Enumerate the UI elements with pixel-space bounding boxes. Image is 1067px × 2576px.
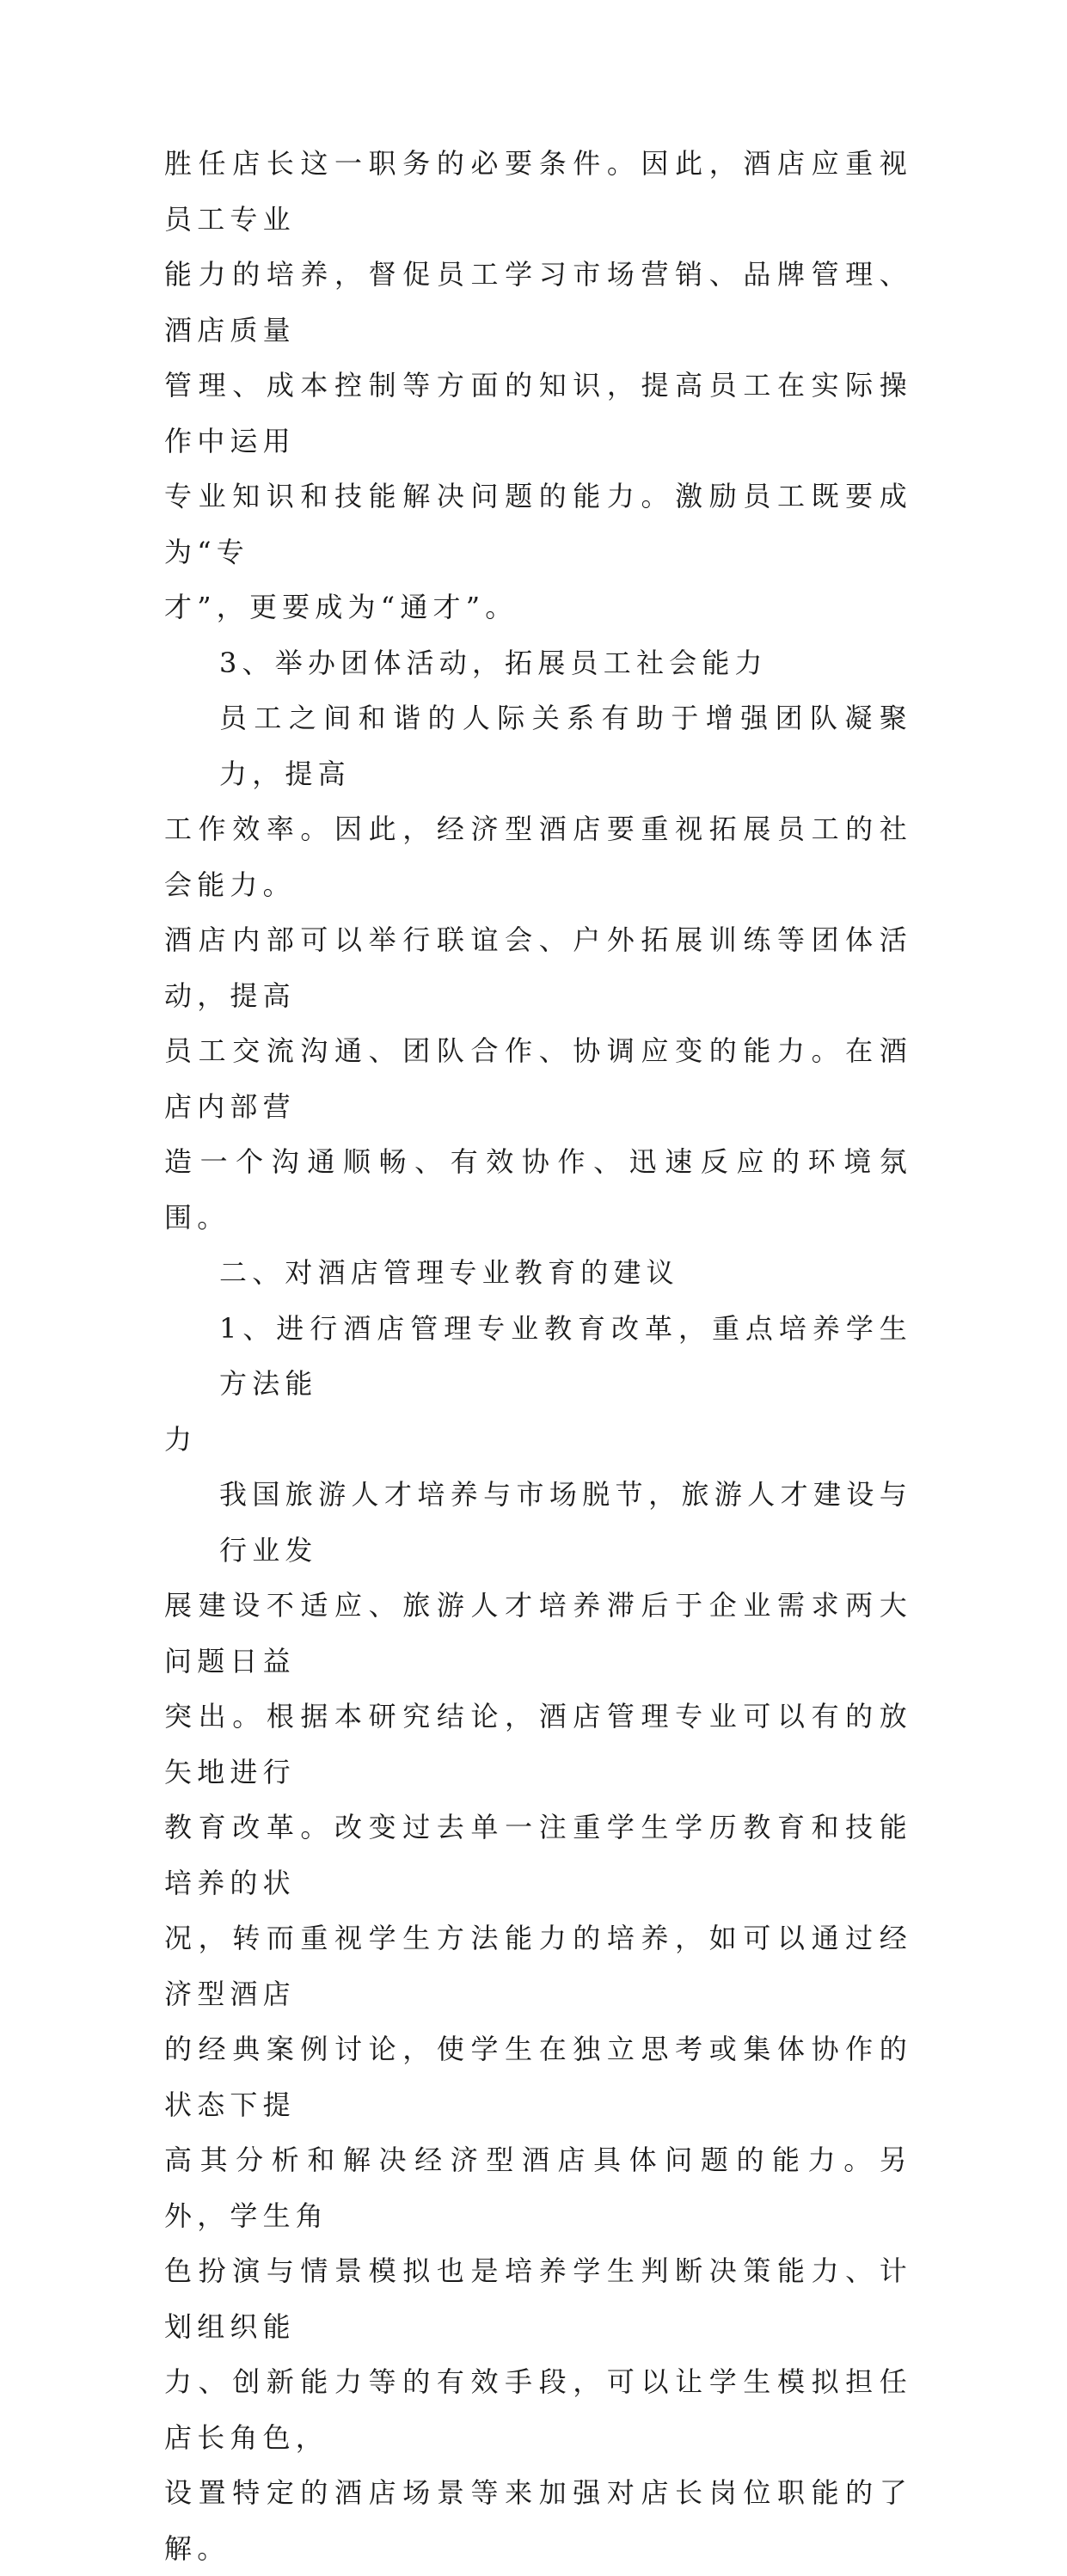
text-line: 设置特定的酒店场景等来加强对店长岗位职能的了解。 — [164, 2476, 912, 2565]
text-line: 专业知识和技能解决问题的能力。激励员工既要成为“专 — [164, 480, 912, 568]
text-line: 1、进行酒店管理专业教育改革，重点培养学生方法能 — [219, 1311, 912, 1400]
text-line: 员工之间和谐的人际关系有助于增强团队凝聚力，提高 — [219, 702, 912, 790]
text-line: 造一个沟通顺畅、有效协作、迅速反应的环境氛围。 — [164, 1145, 912, 1234]
text-line: 工作效率。因此，经济型酒店要重视拓展员工的社会能力。 — [164, 813, 912, 901]
text-line: 展建设不适应、旅游人才培养滞后于企业需求两大问题日益 — [164, 1589, 912, 1677]
text-line: 突出。根据本研究结论，酒店管理专业可以有的放矢地进行 — [164, 1700, 912, 1788]
text-line: 的经典案例讨论，使学生在独立思考或集体协作的状态下提 — [164, 2033, 912, 2121]
text-line: 酒店内部可以举行联谊会、户外拓展训练等团体活动，提高 — [164, 923, 912, 1012]
section-heading-team-activities — [164, 635, 912, 691]
paragraph-store-manager-competence — [164, 136, 912, 635]
subsection-heading-education-reform — [164, 1301, 912, 1468]
text-line: 高其分析和解决经济型酒店具体问题的能力。另外，学生角 — [164, 2144, 912, 2232]
text-line: 教育改革。改变过去单一注重学生学历教育和技能培养的状 — [164, 1811, 912, 1899]
text-line: 况，转而重视学生方法能力的培养，如可以通过经济型酒店 — [164, 1922, 912, 2010]
text-line: 员工交流沟通、团队合作、协调应变的能力。在酒店内部营 — [164, 1034, 912, 1123]
text-line: 色扮演与情景模拟也是培养学生判断决策能力、计划组织能 — [164, 2254, 912, 2343]
text-line: 3、举办团体活动，拓展员工社会能力 — [219, 646, 768, 679]
text-line: 二、对酒店管理专业教育的建议 — [219, 1256, 679, 1289]
text-line: 管理、成本控制等方面的知识，提高员工在实际操作中运用 — [164, 369, 912, 457]
text-line: 胜任店长这一职务的必要条件。因此，酒店应重视员工专业 — [164, 147, 912, 236]
text-line: 力、创新能力等的有效手段，可以让学生模拟担任店长角色， — [164, 2365, 912, 2454]
text-line: 能力的培养，督促员工学习市场营销、品牌管理、酒店质量 — [164, 258, 912, 347]
paragraph-team-relations — [164, 690, 912, 1245]
text-line: 力 — [164, 1422, 198, 1456]
text-line: 才”，更要成为“通才”。 — [164, 591, 518, 623]
text-line: 我国旅游人才培养与市场脱节，旅游人才建设与行业发 — [219, 1478, 912, 1567]
document-body — [164, 136, 912, 2576]
paragraph-tourism-talent — [164, 1467, 912, 2576]
section-heading-education-suggestions — [164, 1245, 912, 1301]
